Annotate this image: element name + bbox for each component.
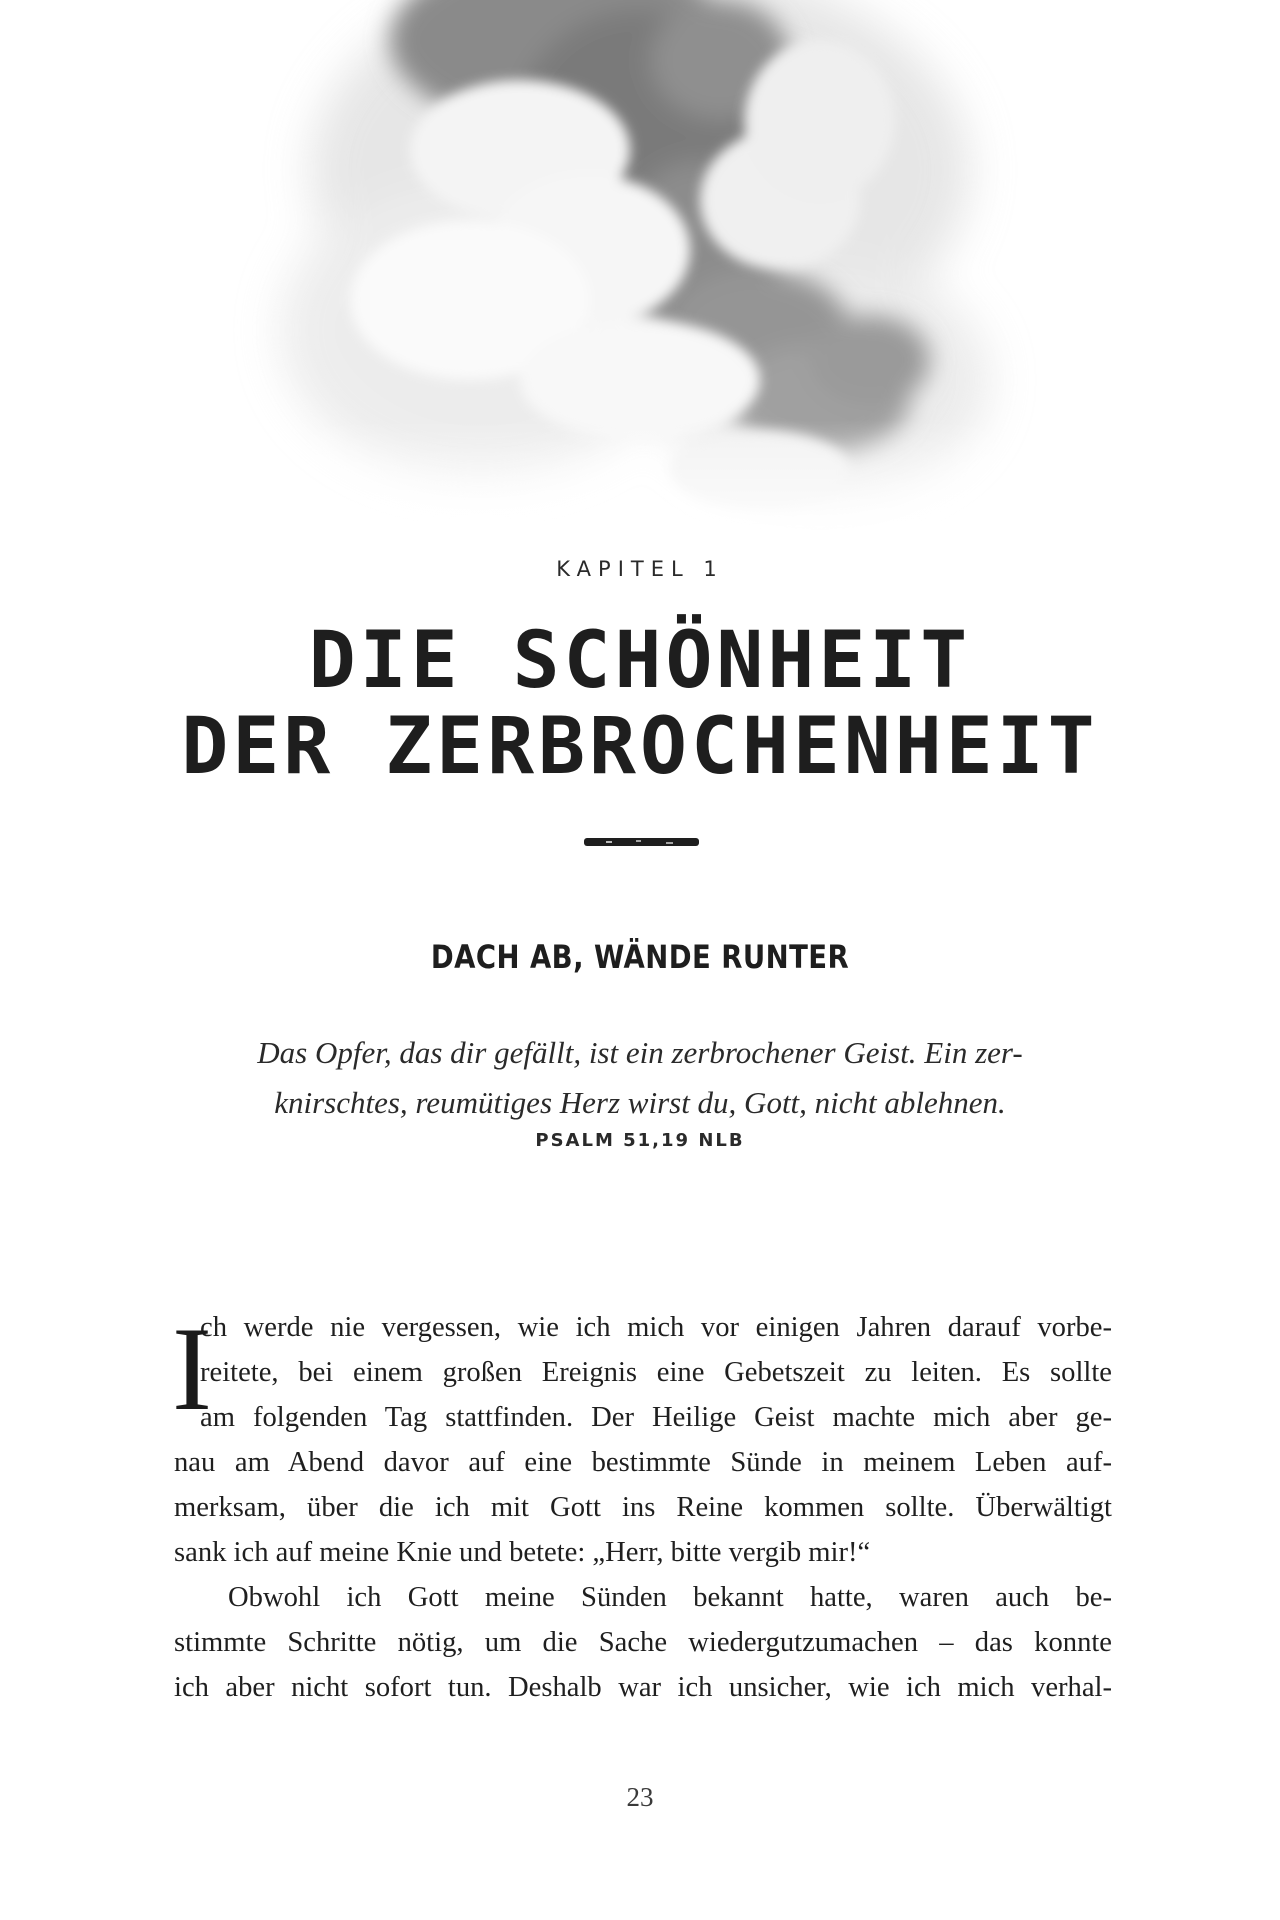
section-heading: DACH AB, WÄNDE RUNTER — [430, 938, 850, 976]
page-number: 23 — [626, 1782, 654, 1812]
quote-citation: PSALM 51,19 NLB — [535, 1130, 745, 1151]
body-text — [172, 1302, 1112, 1710]
body-line: Obwohl ich Gott meine Sünden bekannt hatte, waren auch be- — [228, 1582, 1112, 1613]
chapter-label: KAPITEL 1 — [556, 557, 724, 581]
quote-line-1: Das Opfer, das dir gefällt, ist ein zerbrochener Geist. Ein zer- — [257, 1035, 1023, 1070]
chapter-title-line-2: DER ZERBROCHENHEIT — [181, 702, 1099, 792]
quote-line-2: knirschtes, reumütiges Herz wirst du, Gott, nicht ablehnen. — [274, 1085, 1006, 1120]
chapter-title — [0, 618, 1280, 790]
body-line: nau am Abend davor auf eine bestimmte Sünde in meinem Leben auf- — [174, 1447, 1112, 1478]
chapter-title-line-1: DIE SCHÖNHEIT — [308, 616, 972, 706]
body-line: sank ich auf meine Knie und betete: „Herr, bitte vergib mir!“ — [174, 1537, 871, 1568]
body-line: ich aber nicht sofort tun. Deshalb war ich unsicher, wie ich mich verhal- — [174, 1672, 1112, 1703]
drop-cap: I — [172, 1302, 212, 1435]
epigraph-quote — [190, 1028, 1090, 1128]
body-line: merksam, über die ich mit Gott ins Reine kommen sollte. Überwältigt — [174, 1492, 1112, 1523]
body-line: reitete, bei einem großen Ereignis eine Gebetszeit zu leiten. Es sollte — [200, 1357, 1112, 1388]
body-line: ch werde nie vergessen, wie ich mich vor einigen Jahren darauf vorbe- — [200, 1312, 1112, 1343]
body-line: am folgenden Tag stattfinden. Der Heilige Geist machte mich aber ge- — [200, 1402, 1112, 1433]
body-line: stimmte Schritte nötig, um die Sache wiedergutzumachen – das konnte — [174, 1627, 1112, 1658]
chapter-divider — [584, 835, 699, 849]
